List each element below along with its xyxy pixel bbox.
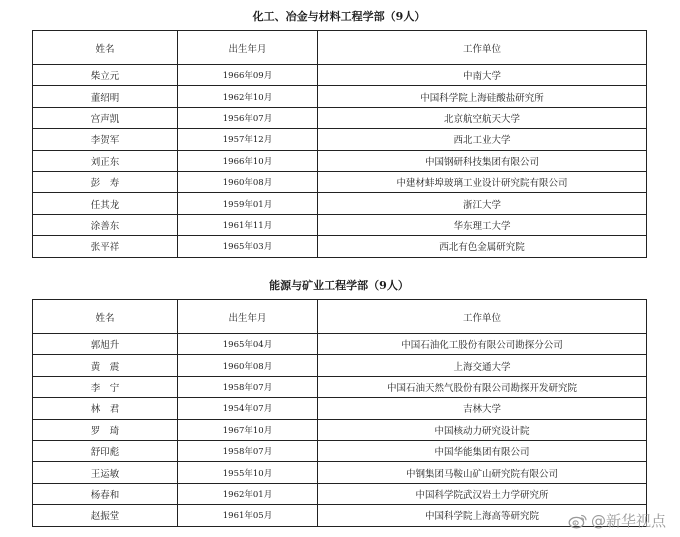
cell-birth: 1965年03月 bbox=[178, 236, 318, 257]
cell-birth: 1958年07月 bbox=[178, 376, 318, 397]
cell-name: 李 宁 bbox=[33, 376, 178, 397]
cell-name: 董绍明 bbox=[33, 86, 178, 107]
table-row bbox=[33, 398, 647, 419]
header-workplace: 工作单位 bbox=[318, 31, 647, 65]
table-row bbox=[33, 193, 647, 214]
cell-name: 黄 震 bbox=[33, 355, 178, 376]
cell-birth: 1955年10月 bbox=[178, 462, 318, 483]
cell-workplace: 中国核动力研究设计院 bbox=[318, 419, 647, 440]
cell-name: 林 君 bbox=[33, 398, 178, 419]
header-name: 姓名 bbox=[33, 300, 178, 334]
table-row bbox=[33, 505, 647, 526]
cell-name: 王运敏 bbox=[33, 462, 178, 483]
cell-name: 张平祥 bbox=[33, 236, 178, 257]
cell-name: 宫声凯 bbox=[33, 107, 178, 128]
cell-birth: 1962年01月 bbox=[178, 483, 318, 504]
table-row bbox=[33, 355, 647, 376]
cell-workplace: 中国石油化工股份有限公司勘探分公司 bbox=[318, 334, 647, 355]
table-row bbox=[33, 65, 647, 86]
cell-birth: 1961年11月 bbox=[178, 214, 318, 235]
table-row bbox=[33, 214, 647, 235]
cell-birth: 1967年10月 bbox=[178, 419, 318, 440]
cell-workplace: 中国科学院上海高等研究院 bbox=[318, 505, 647, 526]
table-row bbox=[33, 86, 647, 107]
academician-table bbox=[32, 299, 647, 527]
cell-name: 柴立元 bbox=[33, 65, 178, 86]
cell-birth: 1966年10月 bbox=[178, 150, 318, 171]
cell-birth: 1956年07月 bbox=[178, 107, 318, 128]
section-title: 能源与矿业工程学部（9人） bbox=[269, 279, 409, 292]
weibo-icon bbox=[568, 513, 588, 529]
cell-workplace: 北京航空航天大学 bbox=[318, 107, 647, 128]
cell-name: 赵振堂 bbox=[33, 505, 178, 526]
cell-workplace: 中钢集团马鞍山矿山研究院有限公司 bbox=[318, 462, 647, 483]
table-row bbox=[33, 483, 647, 504]
cell-birth: 1954年07月 bbox=[178, 398, 318, 419]
table-row bbox=[33, 107, 647, 128]
table-row bbox=[33, 334, 647, 355]
table-row bbox=[33, 440, 647, 461]
cell-workplace: 浙江大学 bbox=[318, 193, 647, 214]
cell-birth: 1966年09月 bbox=[178, 65, 318, 86]
cell-birth: 1959年01月 bbox=[178, 193, 318, 214]
cell-workplace: 上海交通大学 bbox=[318, 355, 647, 376]
table-row bbox=[33, 236, 647, 257]
header-name: 姓名 bbox=[33, 31, 178, 65]
cell-workplace: 吉林大学 bbox=[318, 398, 647, 419]
table-row bbox=[33, 171, 647, 192]
header-birth: 出生年月 bbox=[178, 300, 318, 334]
cell-birth: 1960年08月 bbox=[178, 355, 318, 376]
section-energy-mining bbox=[32, 279, 646, 527]
table-row bbox=[33, 129, 647, 150]
cell-birth: 1957年12月 bbox=[178, 129, 318, 150]
cell-workplace: 中国华能集团有限公司 bbox=[318, 440, 647, 461]
cell-name: 郭旭升 bbox=[33, 334, 178, 355]
cell-name: 舒印彪 bbox=[33, 440, 178, 461]
cell-workplace: 中国科学院上海硅酸盐研究所 bbox=[318, 86, 647, 107]
cell-name: 彭 寿 bbox=[33, 171, 178, 192]
cell-name: 李贺军 bbox=[33, 129, 178, 150]
table-row bbox=[33, 150, 647, 171]
cell-name: 刘正东 bbox=[33, 150, 178, 171]
cell-workplace: 中南大学 bbox=[318, 65, 647, 86]
watermark-text: @新华视点 bbox=[590, 512, 666, 530]
cell-workplace: 西北有色金属研究院 bbox=[318, 236, 647, 257]
table-row bbox=[33, 419, 647, 440]
header-birth: 出生年月 bbox=[178, 31, 318, 65]
table-row bbox=[33, 462, 647, 483]
cell-name: 罗 琦 bbox=[33, 419, 178, 440]
cell-workplace: 华东理工大学 bbox=[318, 214, 647, 235]
section-title: 化工、冶金与材料工程学部（9人） bbox=[252, 10, 426, 23]
cell-name: 任其龙 bbox=[33, 193, 178, 214]
cell-birth: 1962年10月 bbox=[178, 86, 318, 107]
cell-workplace: 中建材蚌埠玻璃工业设计研究院有限公司 bbox=[318, 171, 647, 192]
cell-workplace: 中国石油天然气股份有限公司勘探开发研究院 bbox=[318, 376, 647, 397]
table-row bbox=[33, 376, 647, 397]
cell-birth: 1961年05月 bbox=[178, 505, 318, 526]
cell-birth: 1958年07月 bbox=[178, 440, 318, 461]
table-header-row bbox=[33, 31, 647, 65]
watermark bbox=[568, 510, 666, 531]
academician-table bbox=[32, 30, 647, 258]
cell-name: 涂善东 bbox=[33, 214, 178, 235]
section-chemical-metallurgy-materials bbox=[32, 10, 646, 258]
cell-birth: 1960年08月 bbox=[178, 171, 318, 192]
table-header-row bbox=[33, 300, 647, 334]
cell-workplace: 西北工业大学 bbox=[318, 129, 647, 150]
cell-name: 杨春和 bbox=[33, 483, 178, 504]
cell-birth: 1965年04月 bbox=[178, 334, 318, 355]
header-workplace: 工作单位 bbox=[318, 300, 647, 334]
cell-workplace: 中国科学院武汉岩土力学研究所 bbox=[318, 483, 647, 504]
cell-workplace: 中国钢研科技集团有限公司 bbox=[318, 150, 647, 171]
